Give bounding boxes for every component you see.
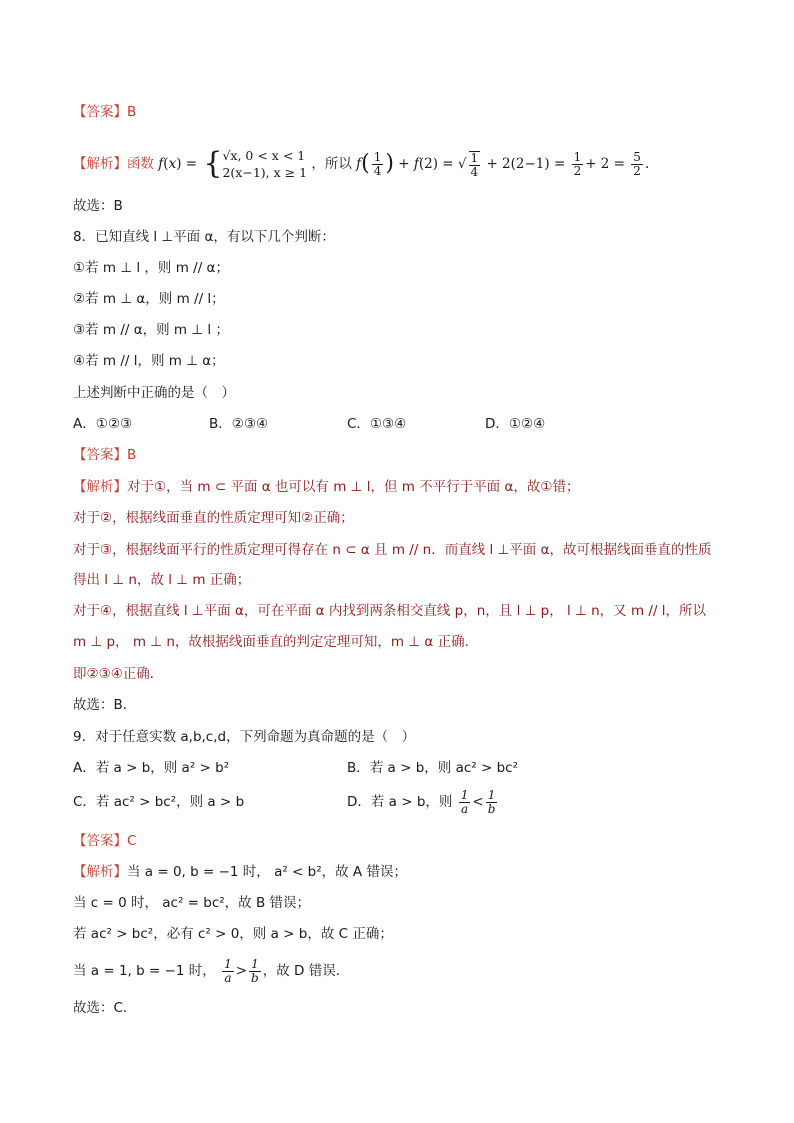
frac-1-a: $\frac{1}{a}$ — [460, 787, 469, 816]
q9-option-d — [347, 786, 499, 818]
frac-1-2: $\frac{1}{2}$ — [573, 149, 582, 178]
q8-analysis-5: 即②③④正确． — [73, 666, 164, 682]
plus-two: + 2 = — [585, 156, 625, 172]
analysis-4-pre: 当 a = 1, b = −1 时， — [73, 963, 216, 979]
q8-analysis-3b: 得出 l ⊥ n，故 l ⊥ m 正确； — [73, 572, 251, 588]
q8-analysis-4b: m ⊥ p， m ⊥ n，故根据线面垂直的判定定理可知，m ⊥ α 正确． — [73, 634, 479, 650]
q8-option-b: B．②③④ — [209, 416, 269, 432]
analysis-lead: 函数 — [127, 156, 154, 172]
q8-analysis-3: 对于③，根据线面平行的性质定理可得存在 n ⊂ α 且 m // n．而直线 l ⊥平面 α，故可根据线面垂直的性质 — [73, 542, 712, 558]
q8-answer-line — [73, 445, 136, 465]
piece-2: 2(x−1), x ≥ 1 — [222, 165, 308, 180]
so-text: ，所以 — [311, 156, 352, 172]
frac-1-a: $\frac{1}{a}$ — [224, 956, 232, 985]
q9-choose: 故选：C． — [73, 1000, 137, 1016]
analysis-tag: 【解析】 — [73, 156, 127, 172]
answer-value: B — [127, 447, 137, 463]
analysis-4-post: ，故 D 错误． — [262, 963, 350, 979]
q8-choose: 故选：B． — [73, 697, 137, 713]
analysis-text: 当 a = 0, b = −1 时， a² < b²，故 A 错误； — [127, 864, 407, 880]
q7-choose: 故选：B — [73, 198, 123, 214]
q9-analysis-1 — [73, 862, 407, 882]
q8-option-d: D．①②④ — [485, 416, 546, 432]
q8-analysis-4: 对于④，根据直线 l ⊥平面 α，可在平面 α 内找到两条相交直线 p，n，且 l ⊥ p， l ⊥ n，又 m // l，所以 — [73, 603, 707, 619]
q9-stem: 9．对于任意实数 a,b,c,d，下列命题为真命题的是（ ） — [73, 729, 416, 745]
answer-value: B — [127, 104, 137, 120]
two-times: + 2(2−1) = — [486, 156, 566, 172]
sqrt-quarter: √ $\frac{1}{4}$ — [457, 150, 479, 179]
period: . — [644, 156, 650, 172]
paren-open: ( — [361, 151, 370, 176]
frac-1-b: $\frac{1}{b}$ — [251, 956, 259, 985]
q8-option-c: C．①③④ — [347, 416, 407, 432]
option-d-text: D．若 a > b，则 — [347, 794, 453, 810]
q9-option-a: A．若 a > b，则 a² > b² — [73, 760, 230, 776]
q8-question: 上述判断中正确的是（ ） — [73, 385, 235, 401]
q9-analysis-2: 当 c = 0 时， ac² = bc²，故 B 错误； — [73, 895, 311, 911]
answer-tag: 【答案】 — [73, 104, 127, 120]
frac-1-4: $\frac{1}{4}$ — [373, 149, 382, 178]
answer-tag: 【答案】 — [73, 447, 127, 463]
paren-close: ) — [385, 151, 394, 176]
q8-analysis-2: 对于②，根据线面垂直的性质定理可知②正确； — [73, 510, 354, 526]
q9-option-c: C．若 ac² > bc²，则 a > b — [73, 794, 245, 810]
q8-item-3: ③若 m // α，则 m ⊥ l ； — [73, 322, 229, 338]
piece-1: √x, 0 < x < 1 — [222, 148, 306, 163]
function-arg: (x) = — [163, 156, 198, 172]
answer-value: C — [127, 833, 137, 849]
answer-tag: 【答案】 — [73, 833, 127, 849]
analysis-tag: 【解析】 — [73, 479, 127, 495]
greater-than: > — [235, 963, 248, 979]
q8-option-a: A．①②③ — [73, 416, 133, 432]
f-of-quarter: f — [356, 156, 362, 172]
frac-5-2: $\frac{5}{2}$ — [633, 149, 641, 178]
q8-item-1: ①若 m ⊥ l ，则 m // α； — [73, 260, 229, 276]
q8-analysis-1 — [73, 477, 579, 497]
q8-item-4: ④若 m // l，则 m ⊥ α； — [73, 353, 225, 369]
analysis-tag: 【解析】 — [73, 864, 127, 880]
function-f: f — [158, 156, 164, 172]
plus-f2: + f(2) = — [398, 156, 454, 172]
piecewise-brace: { — [203, 146, 223, 181]
q7-analysis-line — [73, 144, 649, 184]
analysis-text: 对于①，当 m ⊂ 平面 α 也可以有 m ⊥ l，但 m 不平行于平面 α，故①错； — [127, 479, 580, 495]
q8-item-2: ②若 m ⊥ α，则 m // l； — [73, 291, 225, 307]
q9-option-b: B．若 a > b，则 ac² > bc² — [347, 760, 518, 776]
q9-analysis-4 — [73, 955, 349, 987]
q9-analysis-3: 若 ac² > bc²，必有 c² > 0，则 a > b，故 C 正确； — [73, 926, 393, 942]
q7-answer-line — [73, 102, 136, 122]
frac-1-b: $\frac{1}{b}$ — [487, 787, 496, 816]
q9-answer-line — [73, 831, 136, 851]
less-than: < — [472, 794, 484, 810]
q8-stem: 8．已知直线 l ⊥平面 α，有以下几个判断： — [73, 229, 335, 245]
piecewise-cases — [222, 147, 307, 181]
